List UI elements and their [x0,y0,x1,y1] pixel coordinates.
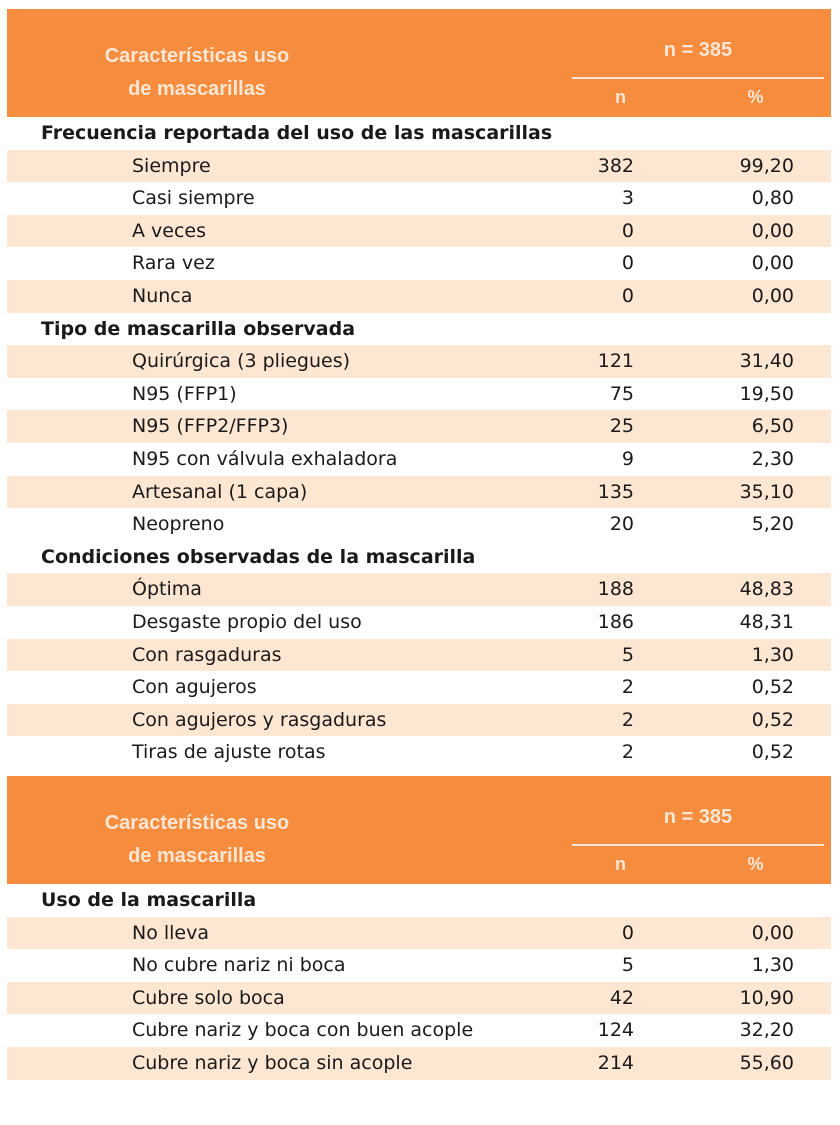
row-percent: 5,20 [751,513,794,536]
table-row [7,215,831,248]
row-percent: 0,00 [751,219,794,242]
table-row [7,443,831,476]
header-total: n = 385 [663,39,733,61]
row-count: 188 [597,578,634,601]
header-caption [7,40,387,106]
row-count: 25 [609,415,634,438]
row-count: 124 [597,1019,634,1042]
section-title: Condiciones observadas de la mascarilla [41,545,476,568]
row-percent: 0,52 [751,708,794,731]
header-col-n: n [615,854,626,874]
header-caption-line1: Características uso [104,45,290,67]
table-row [7,182,831,215]
table-row [7,917,831,950]
row-percent: 2,30 [751,447,794,470]
header-col-pct: % [747,854,764,874]
row-count: 2 [621,708,634,731]
row-count: 0 [621,252,634,275]
row-percent: 35,10 [739,480,794,503]
row-percent: 1,30 [751,643,794,666]
row-label: Rara vez [132,252,215,275]
table-row [7,639,831,672]
header-caption-line2: de mascarillas [128,78,266,100]
table-row [7,247,831,280]
row-percent: 0,00 [751,921,794,944]
row-percent: 99,20 [739,154,794,177]
row-label: Cubre solo boca [132,986,285,1009]
row-label: Con agujeros [132,676,257,699]
row-count: 5 [621,643,634,666]
header-caption [7,807,387,873]
row-count: 214 [597,1051,634,1074]
row-count: 9 [621,447,634,470]
row-count: 20 [609,513,634,536]
table-row [7,280,831,313]
row-label: Desgaste propio del uso [132,610,362,633]
table-row [7,573,831,606]
row-percent: 48,31 [739,610,794,633]
row-count: 135 [597,480,634,503]
row-percent: 31,40 [739,350,794,373]
row-count: 2 [621,676,634,699]
row-percent: 0,00 [751,284,794,307]
section-title: Tipo de mascarilla observada [41,317,356,340]
row-count: 382 [597,154,634,177]
row-label: N95 con válvula exhaladora [132,447,398,470]
row-percent: 0,00 [751,252,794,275]
row-percent: 55,60 [739,1051,794,1074]
table-row [7,508,831,541]
table-row [7,378,831,411]
row-count: 75 [609,382,634,405]
header-col-n: n [615,87,626,107]
header-divider [572,844,824,846]
row-label: Artesanal (1 capa) [132,480,308,503]
table-row [7,345,831,378]
row-count: 3 [621,187,634,210]
mask-usage-table [7,9,831,769]
header-caption-line1: Características uso [104,812,290,834]
table-row [7,606,831,639]
row-label: Tiras de ajuste rotas [132,741,326,764]
row-count: 5 [621,954,634,977]
row-count: 2 [621,741,634,764]
table-row [7,704,831,737]
row-percent: 19,50 [739,382,794,405]
table-header [7,776,831,884]
row-count: 0 [621,219,634,242]
row-label: Óptima [132,578,202,601]
table-row [7,1014,831,1047]
row-percent: 0,52 [751,741,794,764]
row-label: N95 (FFP1) [132,382,237,405]
row-label: Siempre [132,154,211,177]
section-title: Uso de la mascarilla [41,889,257,911]
row-percent: 10,90 [739,986,794,1009]
row-label: N95 (FFP2/FFP3) [132,415,289,438]
table-body [7,884,831,1080]
row-percent: 48,83 [739,578,794,601]
row-percent: 0,52 [751,676,794,699]
header-col-pct: % [747,87,764,107]
row-label: A veces [132,219,207,242]
row-label: Cubre nariz y boca sin acople [132,1051,413,1074]
section-title: Frecuencia reportada del uso de las mascarillas [41,122,553,144]
section-header-row [7,541,831,574]
row-label: Neopreno [132,513,225,536]
row-label: Con rasgaduras [132,643,282,666]
row-label: Nunca [132,284,193,307]
row-label: Casi siempre [132,187,255,210]
table-row [7,476,831,509]
row-percent: 1,30 [751,954,794,977]
table-row [7,410,831,443]
row-percent: 0,80 [751,187,794,210]
row-label: Cubre nariz y boca con buen acople [132,1019,474,1042]
table-row [7,1047,831,1080]
table-body [7,117,831,769]
row-percent: 6,50 [751,415,794,438]
row-label: Con agujeros y rasgaduras [132,708,387,731]
row-label: No cubre nariz ni boca [132,954,346,977]
row-count: 121 [597,350,634,373]
row-percent: 32,20 [739,1019,794,1042]
row-label: No lleva [132,921,210,944]
section-header-row [7,117,831,150]
row-count: 42 [609,986,634,1009]
header-caption-line2: de mascarillas [128,845,266,867]
section-header-row [7,884,831,917]
mask-fit-table [7,776,831,1080]
table-row [7,736,831,769]
table-header [7,9,831,117]
section-header-row [7,313,831,346]
row-count: 186 [597,610,634,633]
row-count: 0 [621,921,634,944]
table-row [7,949,831,982]
table-row [7,982,831,1015]
row-label: Quirúrgica (3 pliegues) [132,350,351,373]
header-divider [572,77,824,79]
row-count: 0 [621,284,634,307]
table-row [7,150,831,183]
table-row [7,671,831,704]
header-total: n = 385 [663,806,733,828]
